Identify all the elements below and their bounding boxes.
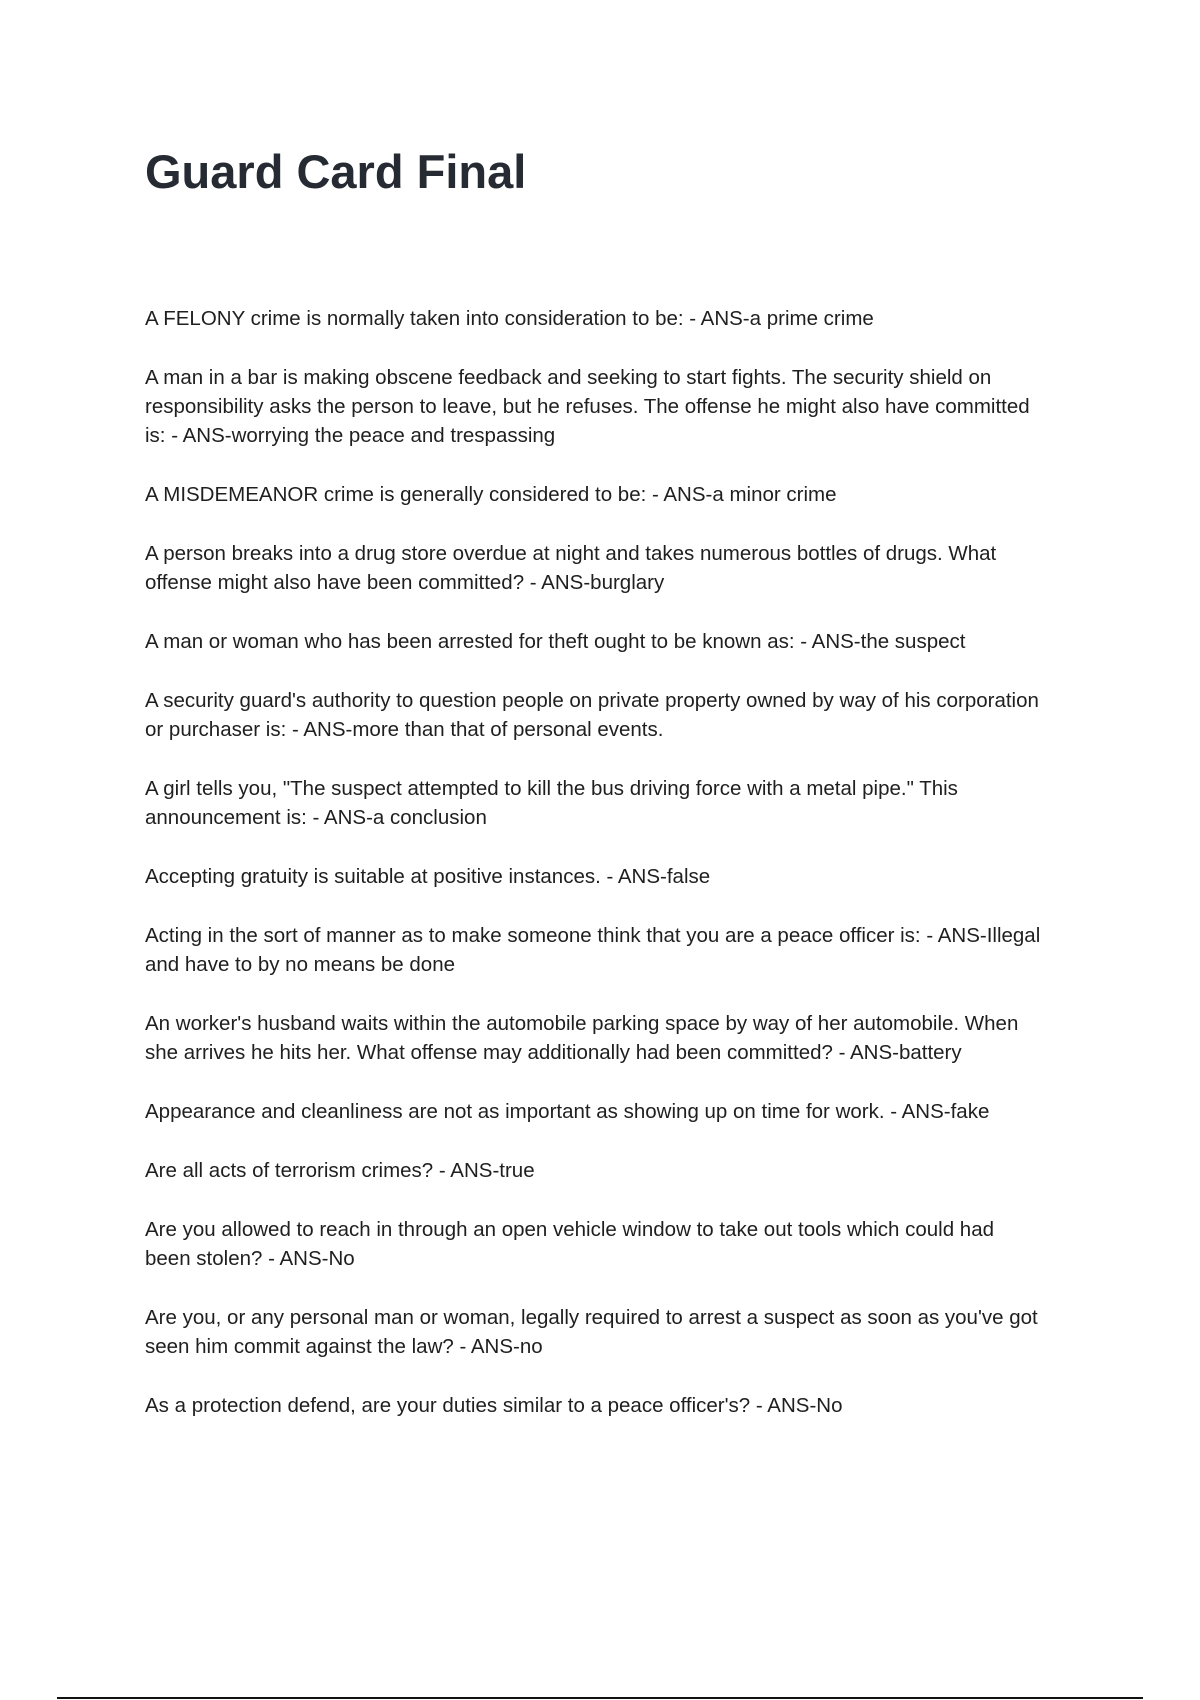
qa-item: Are you allowed to reach in through an open vehicle window to take out tools which could had been stolen? - ANS-No — [145, 1218, 995, 1270]
qa-item: Appearance and cleanliness are not as important as showing up on time for work. - ANS-fake — [145, 1100, 990, 1123]
qa-item: A girl tells you, "The suspect attempted to kill the bus driving force with a metal pipe." This announcement is: - ANS-a conclusion — [145, 777, 958, 829]
qa-item: An worker's husband waits within the automobile parking space by way of her automobile. When she arrives he hits her. What offense may additionally had been committed? - ANS-battery — [145, 1012, 1019, 1064]
footer-divider — [57, 1697, 1143, 1699]
qa-item: A security guard's authority to question people on private property owned by way of his corporation or purchaser is: - ANS-more than that of personal events. — [145, 689, 1039, 741]
qa-item: Are you, or any personal man or woman, legally required to arrest a suspect as soon as you've got seen him commit against the law? - ANS-no — [145, 1306, 1038, 1358]
qa-item: A man in a bar is making obscene feedback and seeking to start fights. The security shield on responsibility asks the person to leave, but he refuses. The offense he might also have committed is: - ANS-worrying the peace and trespassing — [145, 366, 1030, 447]
qa-list — [145, 304, 1045, 1450]
document-title: Guard Card Final — [145, 145, 527, 198]
qa-item: Are all acts of terrorism crimes? - ANS-true — [145, 1159, 535, 1182]
qa-item: As a protection defend, are your duties similar to a peace officer's? - ANS-No — [145, 1394, 843, 1417]
qa-item: Acting in the sort of manner as to make someone think that you are a peace officer is: - ANS-Illegal and have to by no means be done — [145, 924, 1041, 976]
qa-item: A MISDEMEANOR crime is generally considered to be: - ANS-a minor crime — [145, 483, 837, 506]
qa-item: Accepting gratuity is suitable at positive instances. - ANS-false — [145, 865, 711, 888]
qa-item: A FELONY crime is normally taken into consideration to be: - ANS-a prime crime — [145, 307, 874, 330]
qa-item: A man or woman who has been arrested for theft ought to be known as: - ANS-the suspect — [145, 630, 966, 653]
qa-item: A person breaks into a drug store overdue at night and takes numerous bottles of drugs. What offense might also have been committed? - ANS-burglary — [145, 542, 997, 594]
